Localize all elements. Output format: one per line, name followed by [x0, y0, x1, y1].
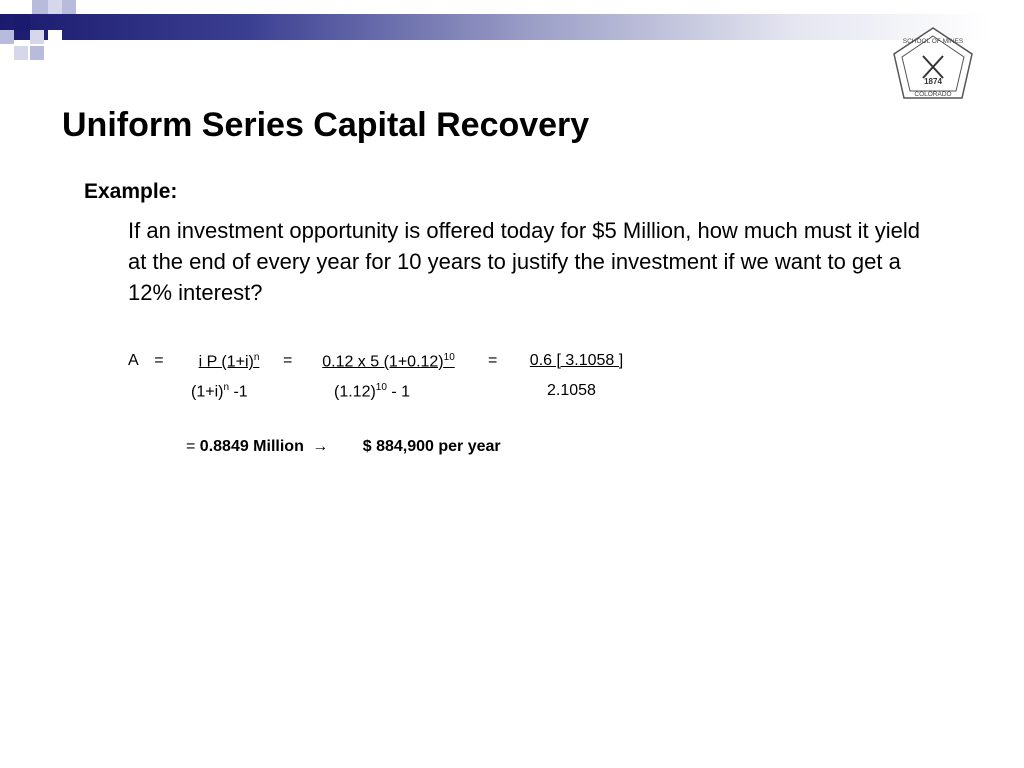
header-square	[30, 30, 44, 44]
header-square	[62, 0, 76, 14]
equals-sign: =	[283, 352, 293, 369]
header-square	[48, 30, 62, 44]
colorado-school-of-mines-logo	[890, 26, 976, 102]
slide-title: Uniform Series Capital Recovery	[62, 106, 590, 144]
denominator-formula-text: (1+i)	[191, 383, 224, 401]
equals-sign: =	[154, 352, 164, 369]
numerator-values-text: 0.12 x 5 (1+0.12)	[322, 353, 444, 371]
denominator-exponent: n	[223, 382, 230, 393]
result-value: 0.8849 Million	[199, 438, 304, 455]
example-label: Example:	[84, 180, 178, 203]
denominator-simplified: 2.1058	[547, 382, 596, 399]
numerator-values	[300, 352, 477, 371]
header-square	[48, 0, 62, 14]
numerator-values-exponent: 10	[443, 352, 455, 363]
header-square	[30, 46, 44, 60]
header-gradient-band	[0, 14, 990, 40]
numerator-simplified: 0.6 [ 3.1058 ]	[529, 352, 624, 369]
numerator-formula	[174, 352, 284, 371]
denominator-values-tail: - 1	[386, 383, 411, 401]
denominator-values-exponent: 10	[375, 382, 387, 393]
denominator-values	[334, 382, 410, 401]
problem-text: If an investment opportunity is offered today for $5 Million, how much must it yield at the end of every year for 10 years to justify the investment if we want to get a 12% interest?	[128, 218, 920, 305]
logo-school-of-mines-text: SCHOOL OF MINES	[902, 38, 964, 45]
result-line	[186, 438, 501, 456]
header-square	[14, 46, 28, 60]
denominator-formula-tail: -1	[229, 383, 248, 401]
logo-year-text: 1874	[924, 77, 942, 86]
header-square	[32, 0, 48, 14]
header-square	[14, 14, 30, 30]
right-arrow-icon: →	[312, 438, 329, 455]
result-equals-sign: =	[186, 438, 196, 455]
equation-lhs	[128, 352, 164, 370]
result-per-year: $ 884,900 per year	[362, 438, 501, 455]
lhs-symbol: A	[128, 352, 138, 369]
numerator-exponent: n	[253, 352, 260, 363]
denominator-formula	[191, 382, 248, 401]
equals-sign: =	[488, 352, 498, 369]
denominator-values-text: (1.12)	[334, 383, 376, 401]
numerator-formula-text: i P (1+i)	[198, 353, 254, 371]
logo-colorado-text: COLORADO	[914, 91, 952, 98]
header-square	[0, 30, 14, 44]
